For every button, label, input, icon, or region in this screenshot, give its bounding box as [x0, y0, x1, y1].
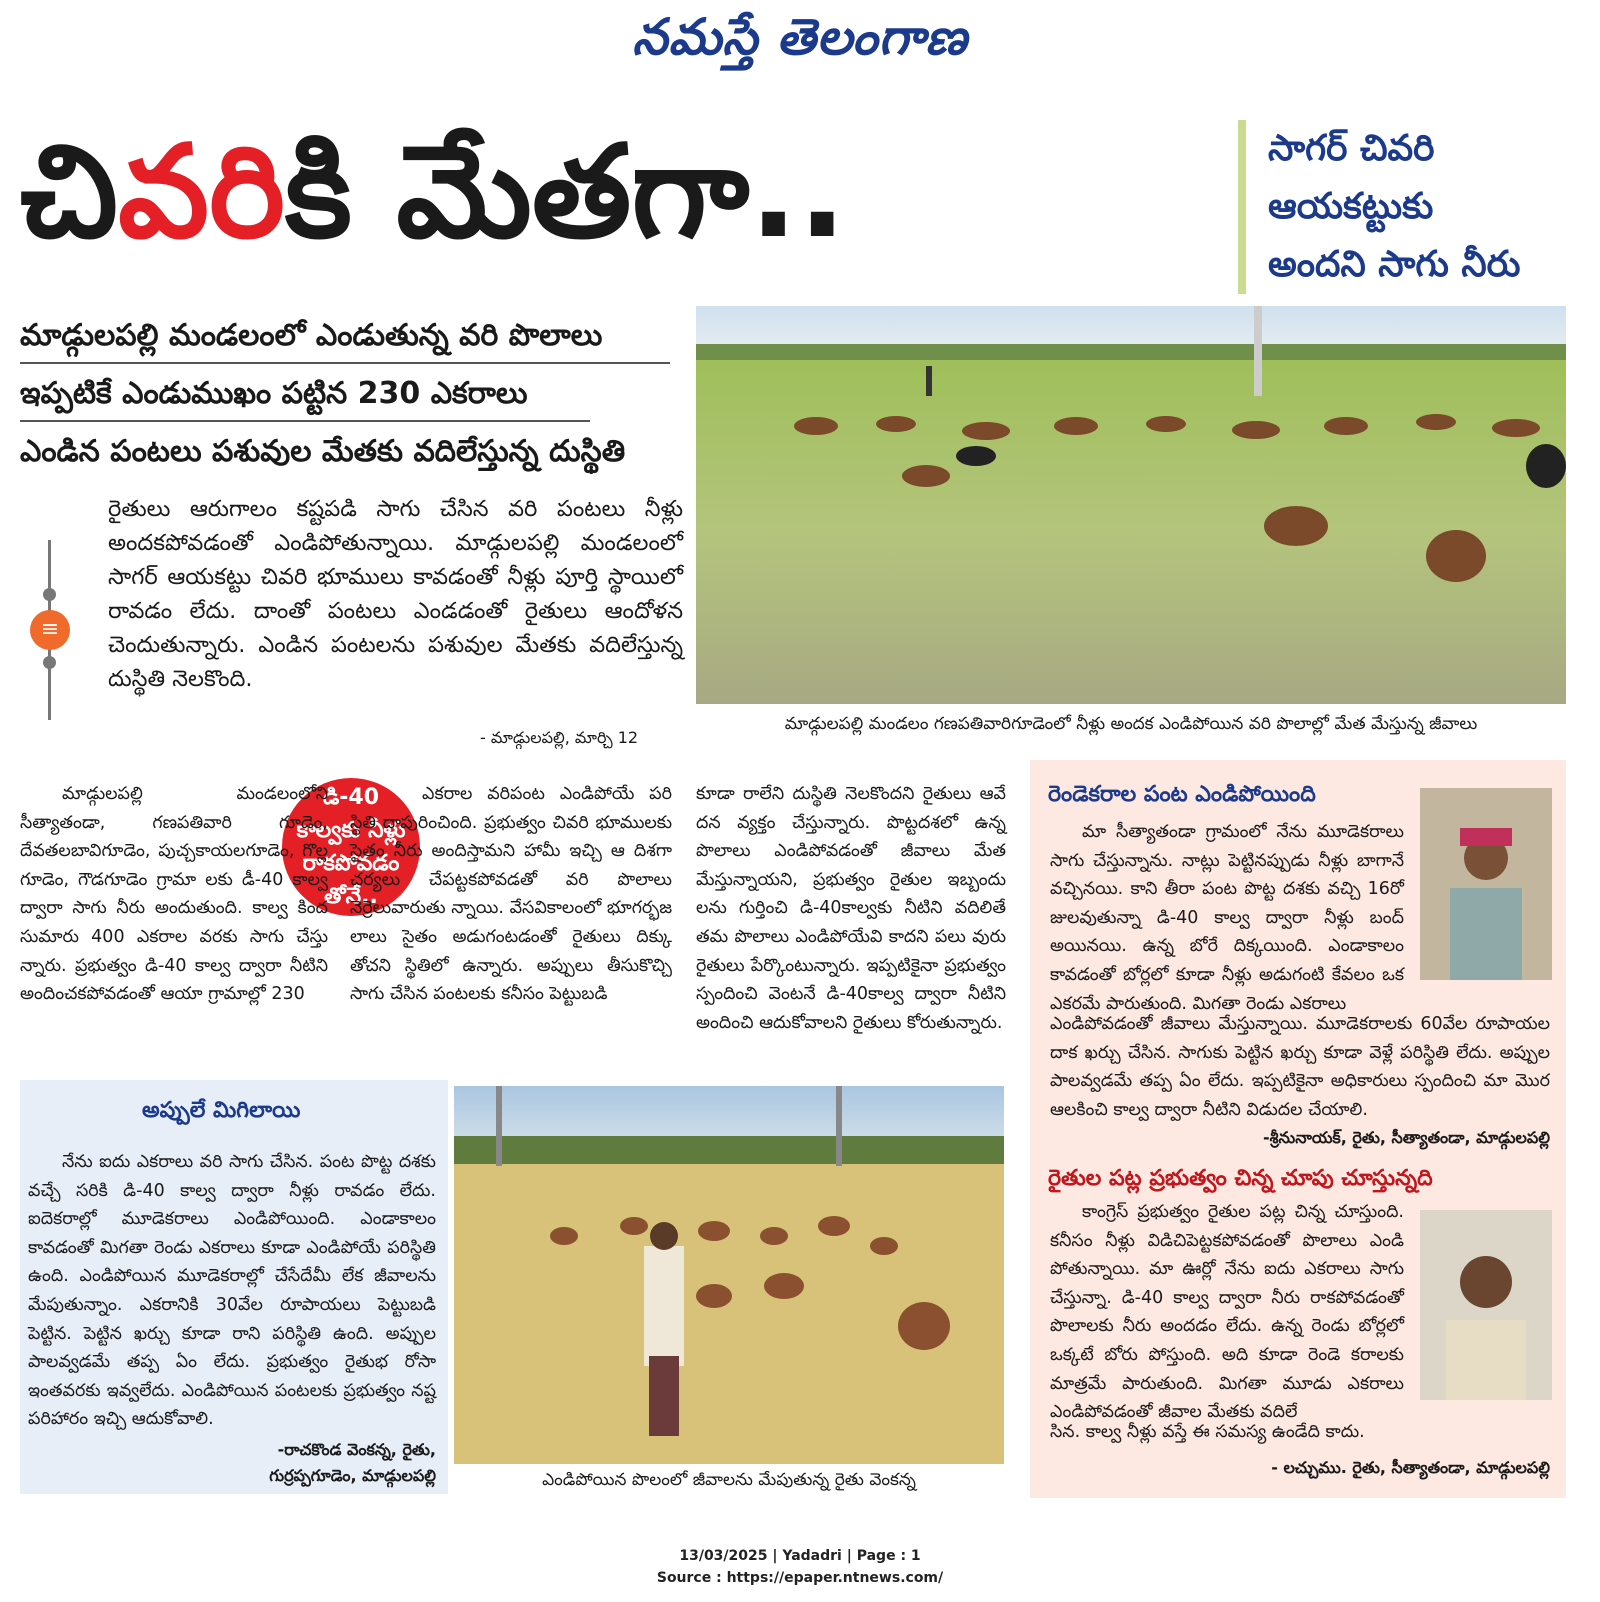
deck-divider	[20, 420, 590, 422]
subhead-line: సాగర్ చివరి	[1268, 128, 1435, 169]
box-right-1-body-wide: ఎండిపోవడంతో జీవాలు మేస్తున్నాయి. మూడెకరాలకు 60వేల రూపాయల దాక ఖర్చు చేసిన. సాగుకు పెట్టిన ఖర్చు కూడా వెళ్లే పరిస్థితి లేదు. అప్పుల పాలవ్వడమే తప్ప ఏం లేదు. ఇప్పటికైనా అధికారులు స్పందించి మా మొర ఆలకించి కాల్వ ద్వారా నీటిని విడుదల చేయాలి.	[1050, 1014, 1550, 1120]
article-column-1: మాడ్గులపల్లి మండలంలోని సీత్యాతండా, గణపతివారి గూడెం, దేవతలబావిగూడెం, పుచ్చకాయలగూడెం, గొల్ల గూడెం, గౌడగూడెం గ్రామా లకు డీ-40 కాల్వ ద్వారా సాగు నీరు అందుతుంది. కాల్వ కింద సుమారు 400 ఎకరాల వరకు సాగు చేస్తు న్నారు. ప్రభుత్వం డి-40 కాల్వ ద్వారా నీటిని అందించకపోవడంతో ఆయా గ్రామాల్లో 230	[20, 784, 328, 1005]
note-icon: ≡	[30, 610, 70, 650]
box-left-signature: -రాచకొండ వెంకన్న, రైతు,	[277, 1440, 436, 1459]
subhead-line: అందని సాగు నీరు	[1268, 244, 1521, 285]
intro-paragraph: రైతులు ఆరుగాలం కష్టపడి సాగు చేసిన వరి పంటలు నీళ్లు అందకపోవడంతో ఎండిపోతున్నాయి. మాడ్గులపల్లి మండలంలో సాగర్ ఆయకట్టు చివరి భూములు కావడంతో నీళ్లు పూర్తి స్థాయిలో రావడం లేదు. దాంతో పంటలు ఎండడంతో రైతులు ఆందోళన చెందుతున్నారు. ఎండిన పంటలను పశువుల మేతకు వదిలేస్తున్న దుస్థితి నెలకొంది.	[108, 496, 683, 692]
callout-line: కాల్వకు నీళ్లు	[296, 818, 406, 843]
box-right-1-body: మా సీత్యాతండా గ్రామంలో నేను మూడెకరాలు సాగు చేస్తున్నాను. నాట్లు పెట్టినప్పుడు నీళ్లు బాగానే వచ్చినయి. కాని తీరా పంట పొట్ట దశకు వచ్చి 16రో జులవుతున్నా డి-40 కాల్వ ద్వారా నీళ్లు బంద్ అయినయి. ఉన్న బోరే దిక్కయింది. ఎండాకాలం కావడంతో బోర్లలో కూడా నీళ్లు అడుగంటి కేవలం ఒక ఎకరమే పారుతుంది. మిగతా రెండు ఎకరాలు	[1050, 822, 1404, 1014]
timeline-dot	[43, 588, 56, 601]
deck-1: మాడ్గులపల్లి మండలంలో ఎండుతున్న వరి పొలాలు	[20, 318, 603, 353]
photo1-caption: మాడ్గులపల్లి మండలం గణపతివారిగూడెంలో నీళ్లు అందక ఎండిపోయిన వరి పొలాల్లో మేత మేస్తున్న జీవాలు	[784, 714, 1478, 734]
headline-part2: కి మేతగా..	[284, 118, 847, 267]
article-column-3: కూడా రాలేని దుస్థితి నెలకొందని రైతులు ఆవే దన వ్యక్తం చేస్తున్నారు. పొట్టదశలో ఉన్న పొలాలు ఎండిపోవడంతో జీవాలు మేత మేస్తున్నాయని, ప్రభుత్వం రైతుల ఇబ్బందు లను గుర్తించి డి-40కాల్వకు నీటిని వదిలితే తమ పొలాలు ఎండిపోయేవి కాదని పలు వురు రైతులు పేర్కొంటున్నారు. ఇప్పటికైనా ప్రభుత్వం స్పందించి వెంటనే డి-40కాల్వ ద్వారా నీటిని అందించి ఆదుకోవాలని రైతులు కోరుతున్నారు.	[696, 784, 1006, 1033]
callout-line: తోనే..	[324, 884, 378, 909]
dateline: - మాడ్గులపల్లి, మార్చి 12	[480, 728, 639, 747]
footer-source: Source : https://epaper.ntnews.com/	[656, 1570, 944, 1586]
box-left-title: అప్పులే మిగిలాయి	[142, 1098, 301, 1123]
callout-line: రాకపోవడం	[302, 851, 400, 876]
box-right-2-signature: - లచ్చుము. రైతు, సీత్యాతండా, మాడ్గులపల్లి	[1271, 1458, 1550, 1477]
box-left-body: నేను ఐదు ఎకరాలు వరి సాగు చేసిన. పంట పొట్ట దశకు వచ్చే సరికి డి-40 కాల్వ ద్వారా నీళ్లు రావడం లేదు. ఐదెకరాల్లో మూడెకరాలు ఎండిపోయింది. ఎండాకాలం కావడంతో మిగతా రెండు ఎకరాలు కూడా ఎండిపోయే పరిస్థితి ఉంది. ఎండిపోయిన మూడెకరాల్లో చేసేదేమీ లేక జీవాలను మేపుతున్నాం. ఎకరానికి 30వేల రూపాయలు పెట్టుబడి పెట్టిన. పెట్టిన ఖర్చు కూడా రాని పరిస్థితి ఉంది. అప్పుల పాలవ్వడమే తప్ప ఏం లేదు. ప్రభుత్వం రైతుభ రోసా ఇంతవరకు ఇవ్వలేదు. ఎండిపోయిన పంటలకు ప్రభుత్వం నష్ట పరిహారం ఇచ్చి ఆదుకోవాలి.	[28, 1152, 436, 1430]
photo-goats-field	[696, 306, 1566, 704]
callout-line: డి-40	[322, 785, 380, 810]
farmer-portrait-2-image	[1420, 1210, 1552, 1400]
footer-date-edition: 13/03/2025 | Yadadri | Page : 1	[679, 1548, 921, 1564]
box-right-2-body: కాంగ్రెస్ ప్రభుత్వం రైతుల పట్ల చిన్న చూస్తుంది. కనీసం నీళ్లు విడిచిపెట్టకపోవడంతో పొలాలు ఎండి పోతున్నాయి. మా ఊర్లో నేను ఐదు ఎకరాలు సాగు చేస్తున్నా. డి-40 కాల్వ ద్వారా నీరు రాకపోవడంతో పొలాలకు నీరు అందడం లేదు. ఉన్న రెండు బోర్లలో ఒక్కటే బోరు పోస్తుంది. అది కూడా రెండె కరాలకు మాత్రమే పారుతుంది. మిగతా మూడు ఎకరాలు ఎండిపోవడంతో జీవాల మేతకు వదిలే	[1050, 1202, 1404, 1423]
article-column-2: ఎకరాల వరిపంట ఎండిపోయే పరి స్థితి దాపురించింది. ప్రభుత్వం చివరి భూములకు సైతం నీరు అందిస్తామని హామీ ఇచ్చి ఆ దిశగా చర్యలు చేపట్టకపోవడతో వరి పొలాలు నెర్రెలువారుతు న్నాయి. వేసవికాలంలో భూగర్భజ లాలు సైతం అడుగంటడంతో రైతులు దిక్కు తోచని స్థితిలో ఉన్నారు. అప్పులు తీసుకొచ్చి సాగు చేసిన పంటలకు కనీసం పెట్టుబడి	[350, 784, 672, 1005]
headline	[20, 118, 847, 268]
box-right-2-title: రైతుల పట్ల ప్రభుత్వం చిన్న చూపు చూస్తున్నది	[1048, 1166, 1433, 1191]
deck-divider	[20, 362, 670, 364]
farmer-portrait-2	[1420, 1210, 1552, 1400]
timeline-dot	[43, 656, 56, 669]
farmer-portrait-1-image	[1420, 788, 1552, 980]
box-right-1-title: రెండెకరాల పంట ఎండిపోయింది	[1048, 782, 1316, 807]
photo2-caption: ఎండిపోయిన పొలంలో జీవాలను మేపుతున్న రైతు వెంకన్న	[542, 1470, 916, 1490]
deck-3: ఎండిన పంటలు పశువుల మేతకు వదిలేస్తున్న దుస్థితి	[20, 434, 626, 469]
headline-part-red: వరి	[118, 118, 285, 267]
subhead	[1238, 120, 1600, 294]
box-right-1-signature: -శ్రీనునాయక్, రైతు, సీత్యాతండా, మాడ్గులపల్లి	[1263, 1128, 1550, 1147]
masthead-logo: నమస్తే తెలంగాణ	[632, 8, 968, 66]
photo-farmer-goats-image	[454, 1086, 1004, 1464]
headline-part1: చి	[20, 118, 119, 267]
box-right-2-body-wide: సిన. కాల్వ నీళ్లు వస్తే ఈ సమస్య ఉండేది కాదు.	[1050, 1422, 1365, 1442]
photo-goats-field-image	[696, 306, 1566, 704]
subhead-line: ఆయకట్టుకు	[1268, 186, 1434, 227]
deck-2: ఇప్పటికే ఎండుముఖం పట్టిన 230 ఎకరాలు	[20, 376, 528, 411]
box-left-signature-place: గుర్రప్పగూడెం, మాడ్గులపల్లి	[269, 1466, 436, 1485]
farmer-portrait-1	[1420, 788, 1552, 980]
photo-farmer-goats	[454, 1086, 1004, 1464]
